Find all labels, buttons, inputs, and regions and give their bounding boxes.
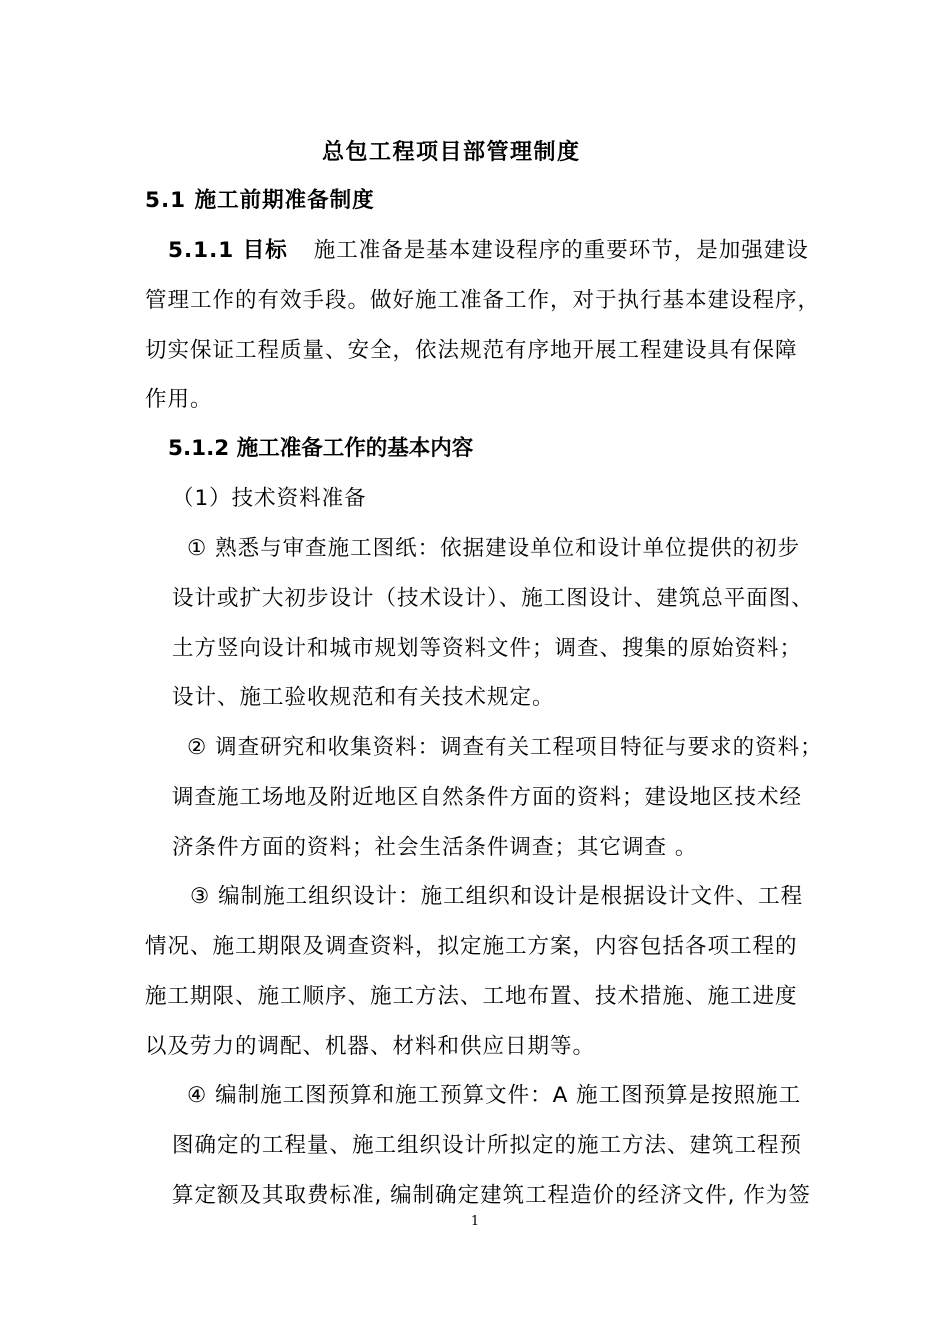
paragraph-line: 算定额及其取费标准, 编制确定建筑工程造价的经济文件, 作为签 [172,1183,811,1208]
paragraph-line: 土方竖向设计和城市规划等资料文件；调查、搜集的原始资料； [172,636,803,661]
section-heading: 5.1 施工前期准备制度 [145,188,375,213]
paragraph-line: 切实保证工程质量、安全，依法规范有序地开展工程建设具有保障 [145,338,798,363]
paragraph-text: 施工准备是基本建设程序的重要环节，是加强建设 [313,238,809,263]
paragraph-line: 作用。 [145,387,213,412]
paragraph-line: 以及劳力的调配、机器、材料和供应日期等。 [145,1034,596,1059]
paragraph-line: ② 调查研究和收集资料：调查有关工程项目特征与要求的资料； [187,735,823,760]
subsection-heading: 5.1.2 施工准备工作的基本内容 [168,436,474,461]
paragraph-line: 调查施工场地及附近地区自然条件方面的资料；建设地区技术经 [172,785,803,810]
list-item: （1）技术资料准备 [172,486,367,511]
paragraph-line: ④ 编制施工图预算和施工预算文件：A 施工图预算是按照施工 [187,1083,802,1108]
paragraph-line: ③ 编制施工组织设计：施工组织和设计是根据设计文件、工程 [190,884,804,909]
paragraph-line: 设计或扩大初步设计（技术设计）、施工图设计、建筑总平面图、 [172,586,814,611]
paragraph-line: 管理工作的有效手段。做好施工准备工作，对于执行基本建设程序， [145,288,821,313]
paragraph-line [168,236,809,266]
paragraph-line: 图确定的工程量、施工组织设计所拟定的施工方法、建筑工程预 [172,1133,803,1158]
document-title: 总包工程项目部管理制度 [322,140,581,165]
paragraph-line: 济条件方面的资料；社会生活条件调查；其它调查 。 [172,835,698,860]
subsection-heading: 5.1.1 目标 [168,238,288,263]
paragraph-line: 施工期限、施工顺序、施工方法、工地布置、技术措施、施工进度 [145,984,798,1009]
paragraph-line: ① 熟悉与审查施工图纸：依据建设单位和设计单位提供的初步 [187,536,801,561]
paragraph-line: 情况、施工期限及调查资料，拟定施工方案，内容包括各项工程的 [145,934,798,959]
paragraph-line: 设计、施工验收规范和有关技术规定。 [172,685,555,710]
page-number: 1 [470,1214,480,1229]
